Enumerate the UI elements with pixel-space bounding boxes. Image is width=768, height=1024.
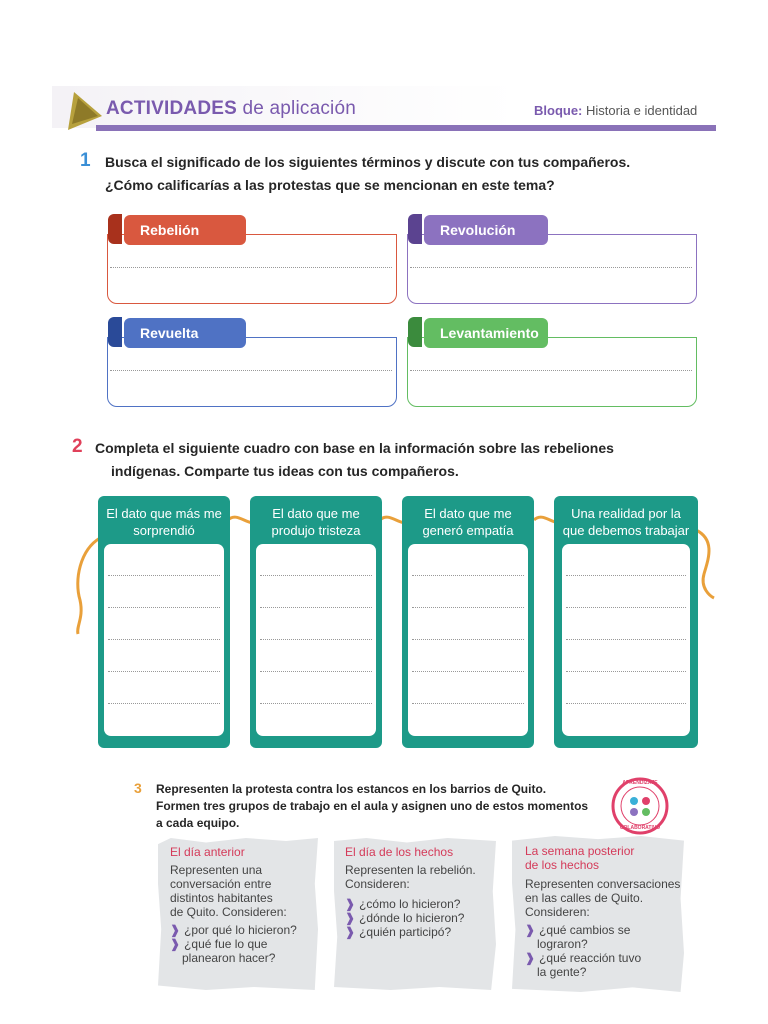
card-1-title: El día anterior <box>170 845 245 859</box>
answer-line <box>260 607 372 608</box>
activity-1-number: 1 <box>80 150 91 171</box>
bullet-icon: ❱ <box>170 923 181 937</box>
term-label-levantamiento: Levantamiento <box>424 318 548 348</box>
card-1-bullets: ❱ ¿por qué lo hicieron? ❱ ¿qué fue lo que planearon hacer? <box>170 923 297 965</box>
badge-bottom-text: COLABORATIVO <box>619 825 661 831</box>
bullet-icon: ❱ <box>345 911 356 925</box>
answer-line <box>566 703 686 704</box>
column-4-header: Una realidad por la que debemos trabajar <box>562 506 690 538</box>
bullet-icon: ❱ <box>525 923 536 937</box>
answer-line <box>108 607 220 608</box>
bullet-icon: ❱ <box>525 951 536 965</box>
card-1-body: Representen una conversación entre distintos habitantes de Quito. Consideren: <box>170 863 287 919</box>
answer-line <box>108 703 220 704</box>
card-3-body: Representen conversaciones en las calles de Quito. Consideren: <box>525 877 681 919</box>
column-3-header: El dato que me generó empatía <box>422 506 514 538</box>
card-2-title: El día de los hechos <box>345 845 454 859</box>
answer-line <box>412 607 524 608</box>
bloque-label: Bloque: Historia e identidad <box>534 103 698 118</box>
answer-line <box>410 370 692 371</box>
column-3-answer-area[interactable] <box>408 544 528 736</box>
answer-line <box>260 575 372 576</box>
answer-line <box>412 671 524 672</box>
bullet-icon: ❱ <box>345 897 356 911</box>
column-2-answer-area[interactable] <box>256 544 376 736</box>
answer-line <box>412 703 524 704</box>
card-2-body: Representen la rebelión. Consideren: <box>345 863 476 891</box>
badge-top-text: APRENDIZAJE <box>622 780 658 786</box>
tab-fold <box>408 317 422 347</box>
answer-line <box>110 370 392 371</box>
term-label-revuelta: Revuelta <box>124 318 246 348</box>
header-rule <box>96 125 716 131</box>
answer-line <box>410 267 692 268</box>
answer-line <box>566 639 686 640</box>
term-label-revolucion: Revolución <box>424 215 548 245</box>
answer-line <box>108 575 220 576</box>
bullet-icon: ❱ <box>170 937 181 951</box>
answer-line <box>260 639 372 640</box>
page-title: ACTIVIDADES de aplicación <box>106 98 356 119</box>
column-4-answer-area[interactable] <box>562 544 690 736</box>
bullet-icon: ❱ <box>345 925 356 939</box>
tab-fold <box>108 214 122 244</box>
answer-line <box>110 267 392 268</box>
column-2-header: El dato que me produjo tristeza <box>271 506 361 538</box>
column-1-header: El dato que más me sorprendió <box>106 506 222 538</box>
activity-1-instruction: Busca el significado de los siguientes términos y discute con tus compañeros. ¿Cómo calificarías a las protestas que se mencionan en este tema? <box>105 154 631 193</box>
answer-line <box>566 607 686 608</box>
answer-line <box>108 639 220 640</box>
card-3-bullets: ❱ ¿qué cambios se lograron? ❱ ¿qué reacción tuvo la gente? <box>525 923 642 979</box>
tab-fold <box>108 317 122 347</box>
activity-3-number: 3 <box>134 780 142 796</box>
activity-2-instruction: Completa el siguiente cuadro con base en la información sobre las rebeliones indígenas. Comparte tus ideas con tus compañeros. <box>95 440 614 479</box>
answer-line <box>566 671 686 672</box>
answer-line <box>260 703 372 704</box>
column-1-answer-area[interactable] <box>104 544 224 736</box>
answer-line <box>412 575 524 576</box>
answer-line <box>566 575 686 576</box>
answer-line <box>108 671 220 672</box>
card-2-bullets: ❱ ¿cómo lo hicieron? ❱ ¿dónde lo hicieron? ❱ ¿quién participó? <box>345 897 465 939</box>
tab-fold <box>408 214 422 244</box>
card-3-title: La semana posterior de los hechos <box>525 844 635 872</box>
activity-2-number: 2 <box>72 436 83 457</box>
activity-3-instruction: Representen la protesta contra los estancos en los barrios de Quito. Formen tres grupos de trabajo en el aula y asignen uno de estos momentos a cada equipo. <box>156 782 589 830</box>
term-label-rebelion: Rebelión <box>124 215 246 245</box>
answer-line <box>412 639 524 640</box>
answer-line <box>260 671 372 672</box>
